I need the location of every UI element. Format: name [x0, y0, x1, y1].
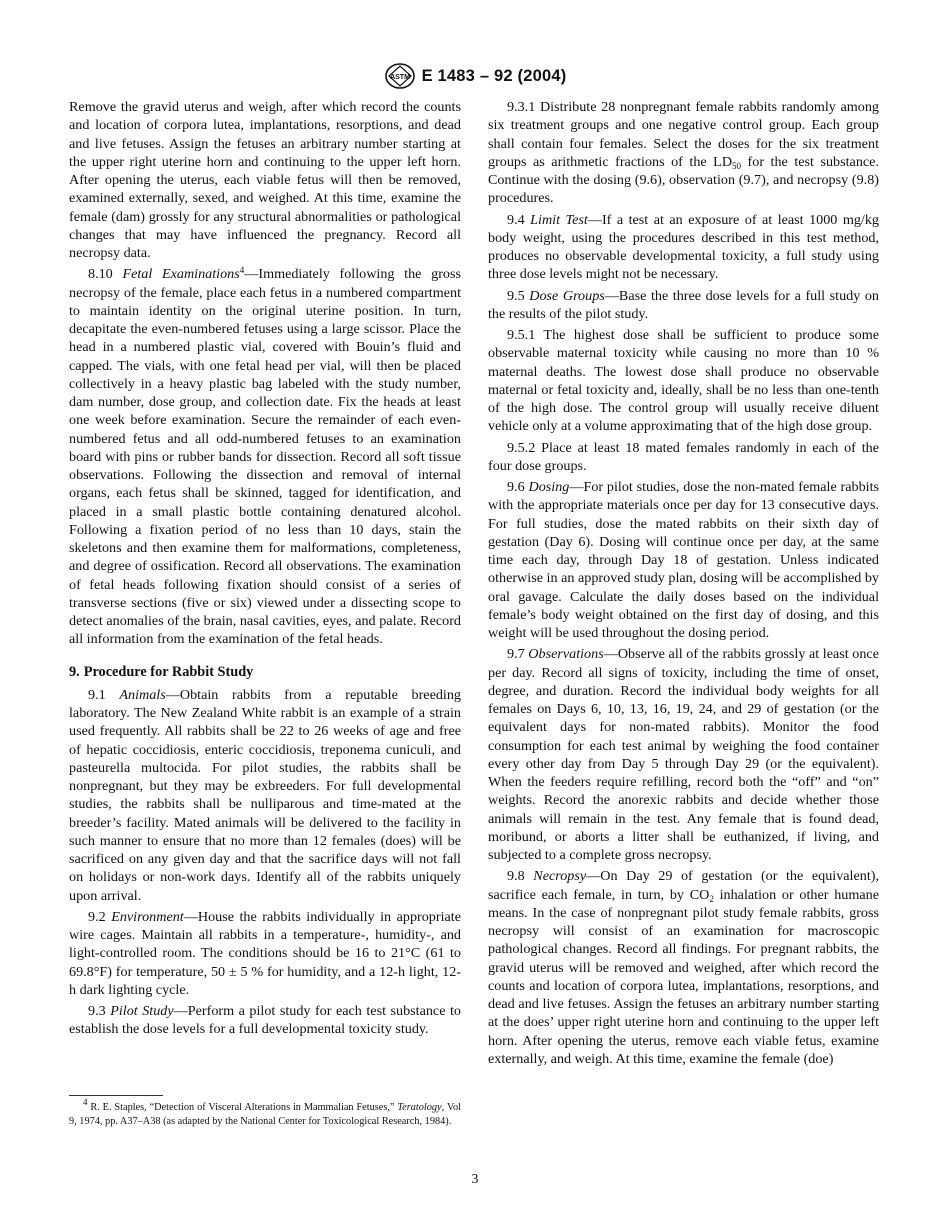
paragraph-9-3-1: 9.3.1 Distribute 28 nonpregnant female rabbits randomly among six treatment groups and one negative control group. Each group shall contain four females. Select the doses for the six treatment groups as arithmetic fractions of the $LD_{50}$ for the test substance. Continue with the dosing (9.6), observation (9.7), and necropsy (9.8) procedures.: [488, 99, 879, 207]
footnote: $^4$ R. E. Staples, “Detection of Visceral Alterations in Mammalian Fetuses,” Teratology, Vol 9, 1974, pp. A37–A38 (as adapted by the National Center for Toxicological Research, 1984).: [69, 1097, 462, 1127]
page-number: 3: [471, 1171, 479, 1186]
paragraph-8-10: 8.10 Fetal Examinations$^4$—Immediately following the gross necropsy of the female, place each fetus in a numbered compartment to maintain identity on the original uterine position. In turn, decapitate the even-numbered fetuses using a large scissor. Place the head in a numbered plastic vial, covered with Bouin’s fluid and capped. The vials, with one fetal head per vial, will then be placed collectively in a heavy plastic bag labeled with the study number, dam number, dose group, and collection date. Fix the heads at least one week before examination. Secure the remainder of each even-numbered fetus and all odd-numbered fetuses to an examination board with pins or rubber bands for dissection. Record all soft tissue observations. Following the dissection and removal of internal organs, each fetus shall be skinned, tagged for identification, and placed in a small plastic bottle containing denatured alcohol. Following a fixation period of no less than 10 days, stain the skeletons and then examine them for malformations, completeness, and degree of ossification. Record all observations. The examination of fetal heads following fixation should consist of a series of transverse sections (five or six) viewed under a dissecting scope to detect anomalies of the brain, nasal cavities, eyes, and palate. Record all information from the examination of the fetal heads.: [69, 265, 461, 648]
paragraph-9-5-2: 9.5.2 Place at least 18 mated females randomly in each of the four dose groups.: [488, 439, 879, 474]
right-column: [488, 98, 879, 1071]
paragraph-9-7: 9.7 Observations—Observe all of the rabbits grossly at least once per day. Record all signs of toxicity, including the time of onset, degree, and duration. Record the individual body weights for all females on Days 6, 10, 13, 16, 19, 24, and 29 of gestation (or the equivalent days for non-mated rabbits). Monitor the food consumption for each test animal by weighing the food container every other day from Day 5 through Day 29 (or the equivalent). When the feeders require refilling, record both the “off” and “on” weights. Record the anorexic rabbits and decide whether those animals will remain in the test. Any female that is found dead, moribund, or aborts a litter shall be euthanized, if living, and subjected to a complete gross necropsy.: [488, 646, 879, 863]
paragraph-9-5: 9.5 Dose Groups—Base the three dose levels for a full study on the results of the pilot study.: [488, 287, 879, 322]
section-heading: 9. Procedure for Rabbit Study: [69, 663, 254, 680]
paragraph-9-4: 9.4 Limit Test—If a test at an exposure of at least 1000 mg/kg body weight, using the procedures described in this test method, produces no observable developmental toxicity, a full study using three dose levels might not be necessary.: [488, 211, 879, 283]
paragraph-9-5-1: 9.5.1 The highest dose shall be sufficient to produce some observable maternal toxicity while causing no more than 10 % maternal deaths. The lowest dose shall produce no observable maternal or fetal toxicity and, ideally, shall be no less than one-tenth of the high dose. The control group will usually receive diluent vehicle only at a volume approximating that of the high dose group.: [488, 327, 879, 435]
document-designation: E 1483 – 92 (2004): [421, 66, 567, 85]
paragraph-9-2: 9.2 Environment—House the rabbits individually in appropriate wire cages. Maintain all rabbits in a temperature-, humidity-, and light-controlled room. The conditions should be 16 to 21°C (61 to 69.8°F) for temperature, 50 ± 5 % for humidity, and a 12-h light, 12-h dark lighting cycle.: [69, 908, 462, 998]
svg-text:ASTM: ASTM: [389, 74, 410, 81]
left-column: [69, 98, 461, 1042]
paragraph: Remove the gravid uterus and weigh, after which record the counts and location of corpora lutea, implantations, resorptions, and dead and live fetuses. Assign the fetuses an arbitrary number starting at the upper right uterine horn and continuing to the upper left horn. After opening the uterus, each viable fetus will then be removed, examined externally, sexed, and weighed. At this time, examine the female (dam) grossly for any structural abnormalities or pathological changes that may have influenced the pregnancy. Record all necropsy data.: [69, 99, 461, 261]
paragraph-9-8: 9.8 Necropsy—On Day 29 of gestation (or the equivalent), sacrifice each female, in turn, by $CO_2$ inhalation or other humane means. In the case of nonpregnant pilot study female rabbits, gross necropsy will consist of an examination for macroscopic pathological changes. Record all findings. For pregnant rabbits, the gravid uterus will be removed and weighed, after which record the counts and location of corpora lutea, implantations, resorptions, and dead and live fetuses. Assign the fetuses an arbitrary number starting at the does’ upper right uterine horn and continuing to the upper left horn. After opening the uterus, remove each viable fetus, examine externally, and weigh. At this time, examine the female (doe): [488, 868, 879, 1067]
footnote-ref: 4: [239, 265, 245, 276]
paragraph-9-3: 9.3 Pilot Study—Perform a pilot study for each test substance to establish the dose levels for a full developmental toxicity study.: [69, 1003, 461, 1038]
page-header: [0, 62, 950, 90]
astm-logo-icon: [384, 63, 416, 89]
footnote-divider: [69, 1095, 163, 1096]
paragraph-9-6: 9.6 Dosing—For pilot studies, dose the non-mated female rabbits with the appropriate materials once per day for 13 consecutive days. For full studies, dose the mated rabbits on their sixth day of gestation (Day 6). Dosing will continue once per day, at the same time each day, through Day 18 of gestation. Unless indicated otherwise in an approved study plan, dosing will be accomplished by oral gavage. Calculate the daily doses based on the individual female’s body weight obtained on the first day of dosing, and this weight will be used throughout the dosing period.: [488, 479, 879, 641]
paragraph-9-1: 9.1 Animals—Obtain rabbits from a reputable breeding laboratory. The New Zealand White rabbit is an example of a strain used frequently. All rabbits shall be 22 to 26 weeks of age and free of hepatic coccidiosis, enteric coccidiosis, treponema cuniculi, and pasteurella multocida. For pilot studies, the rabbits shall be nonpregnant, but they may be exbreeders. For full developmental studies, the rabbits shall be nulliparous and time-mated at the breeder’s facility. Mated animals will be delivered to the facility in such manner to ensure that no more than 12 females (does) will be sacrificed on any given day and that the sacrifice days will not fall on holidays or non-work days. Identify all of the rabbits uniquely upon arrival.: [69, 686, 461, 904]
